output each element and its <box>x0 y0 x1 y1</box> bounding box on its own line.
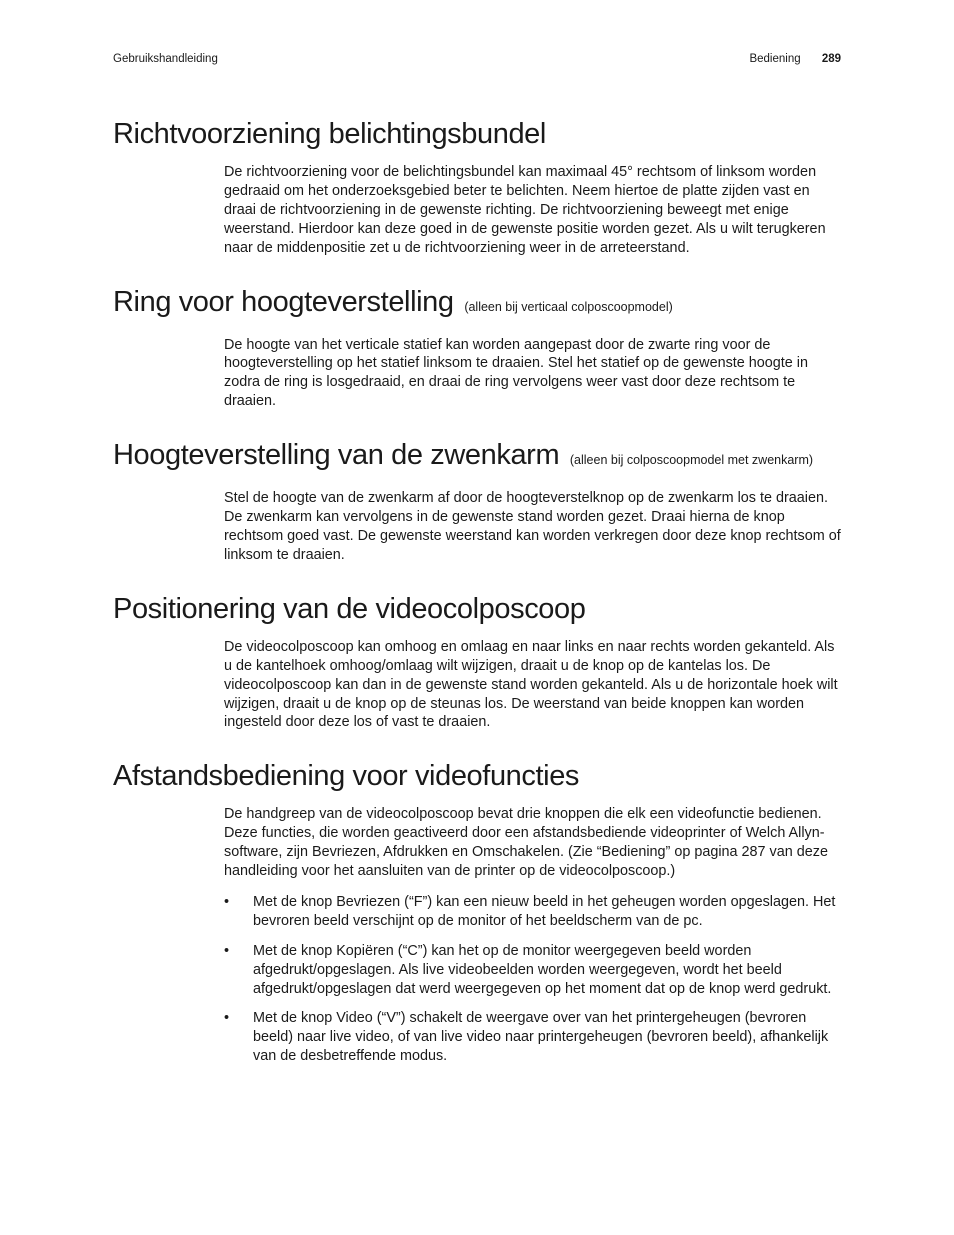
section-body <box>224 638 844 733</box>
list-item <box>224 893 844 931</box>
section-heading <box>113 758 848 794</box>
section-body <box>224 163 844 258</box>
section-title: Hoogteverstelling van de zwenkarm <box>113 439 560 472</box>
list-item-text: Met de knop Video (“V”) schakelt de weergave over van het printergeheugen (bevroren beeld) naar live video, of van live video naar printergeheugen (bevroren beeld), afhankelijk van de desbetreffende modus. <box>253 1010 829 1065</box>
bullet-symbol: • <box>224 893 230 910</box>
list-item-text: Met de knop Kopiëren (“C”) kan het op de monitor weergegeven beeld worden afgedrukt/opgeslagen. Als live videobeelden worden weergegeven, wordt het beeld afgedrukt/opgeslagen dat werd weergegeven op het moment dat op de knop werd gedrukt. <box>253 942 832 997</box>
section-heading <box>113 591 848 627</box>
running-header-title: Gebruikshandleiding <box>113 53 218 65</box>
section-heading <box>113 437 848 478</box>
section-heading <box>113 284 848 325</box>
section-title: Richtvoorziening belichtingsbundel <box>113 118 546 150</box>
page-number: 289 <box>821 53 841 65</box>
running-header-right <box>749 53 841 65</box>
section-afstandsbediening <box>113 758 848 1066</box>
list-item <box>224 1009 844 1066</box>
section-paragraph: Stel de hoogte van de zwenkarm af door de hoogteverstelknop op de zwenkarm los te draaien. De zwenkarm kan vervolgens in de gewenste stand worden gezet. Draai hierna de knop rechtsom goed vast. De gewenste weerstand kan worden verkregen door deze knop rechtsom of linksom te draaien. <box>224 490 841 563</box>
section-body <box>224 336 844 412</box>
section-title: Positionering van de videocolposcoop <box>113 592 586 625</box>
section-paragraph: De richtvoorziening voor de belichtingsbundel kan maximaal 45° rechtsom of linksom worden gedraaid om het onderzoeksgebied beter te belichten. Neem hiertoe de platte zijden vast en draai de richtvoorziening in de gewenste richting. De richtvoorziening beweegt met enige weerstand. Hierdoor kan deze goed in de gewenste positie worden gezet. Als u wilt terugkeren naar de middenpositie zet u de richtvoorziening weer in de arreteerstand. <box>224 164 826 256</box>
bullet-list <box>224 893 844 1066</box>
section-title: Afstandsbediening voor videofuncties <box>113 760 580 793</box>
list-item <box>224 942 844 999</box>
section-paragraph: De hoogte van het verticale statief kan worden aangepast door de zwarte ring voor de hoogteverstelling op het statief linksom te draaien. Stel het statief op de gewenste hoogte in zodra de ring is losgedraaid, en draai de ring vervolgens weer vast door deze rechtsom te draaien. <box>224 336 808 410</box>
section-ring-hoogteverstelling <box>113 284 848 412</box>
page-header <box>113 53 841 69</box>
section-note: (alleen bij colposcoopmodel met zwenkarm) <box>569 453 814 468</box>
section-body <box>224 805 844 1066</box>
list-item-text: Met de knop Bevriezen (“F”) kan een nieuw beeld in het geheugen worden opgeslagen. Het bevroren beeld verschijnt op de monitor of het beeldscherm van de pc. <box>253 893 836 929</box>
section-positionering <box>113 591 848 733</box>
section-richtvoorziening <box>113 116 848 258</box>
running-header-section: Bediening <box>749 53 801 65</box>
bullet-symbol: • <box>224 942 230 959</box>
section-note: (alleen bij verticaal colposcoopmodel) <box>464 299 673 314</box>
section-paragraph: De videocolposcoop kan omhoog en omlaag en naar links en naar rechts worden gekanteld. Als u de kantelhoek omhoog/omlaag wilt wijzigen, draait u de knop op de kantelas los. De videocolposcoop kan dan in de gewenste stand worden gekanteld. Als u de horizontale hoek wilt wijzigen, draait u de knop op de steunas los. De weerstand van beide knoppen kan worden ingesteld door deze los of vast te draaien. <box>224 638 838 731</box>
section-title: Ring voor hoogteverstelling <box>113 285 454 318</box>
page-content <box>113 116 848 1092</box>
bullet-symbol: • <box>224 1010 230 1027</box>
section-hoogteverstelling-zwenkarm <box>113 437 848 565</box>
section-paragraph: De handgreep van de videocolposcoop bevat drie knoppen die elk een videofunctie bedienen. Deze functies, die worden geactiveerd door een afstandsbediende videoprinter of Welch Allyn-software, zijn Bevriezen, Afdrukken en Omschakelen. (Zie “Bediening” op pagina 287 van deze handleiding voor het aansluiten van de printer op de videocolposcoop.) <box>224 806 828 880</box>
section-heading <box>113 116 848 152</box>
section-body <box>224 489 844 565</box>
